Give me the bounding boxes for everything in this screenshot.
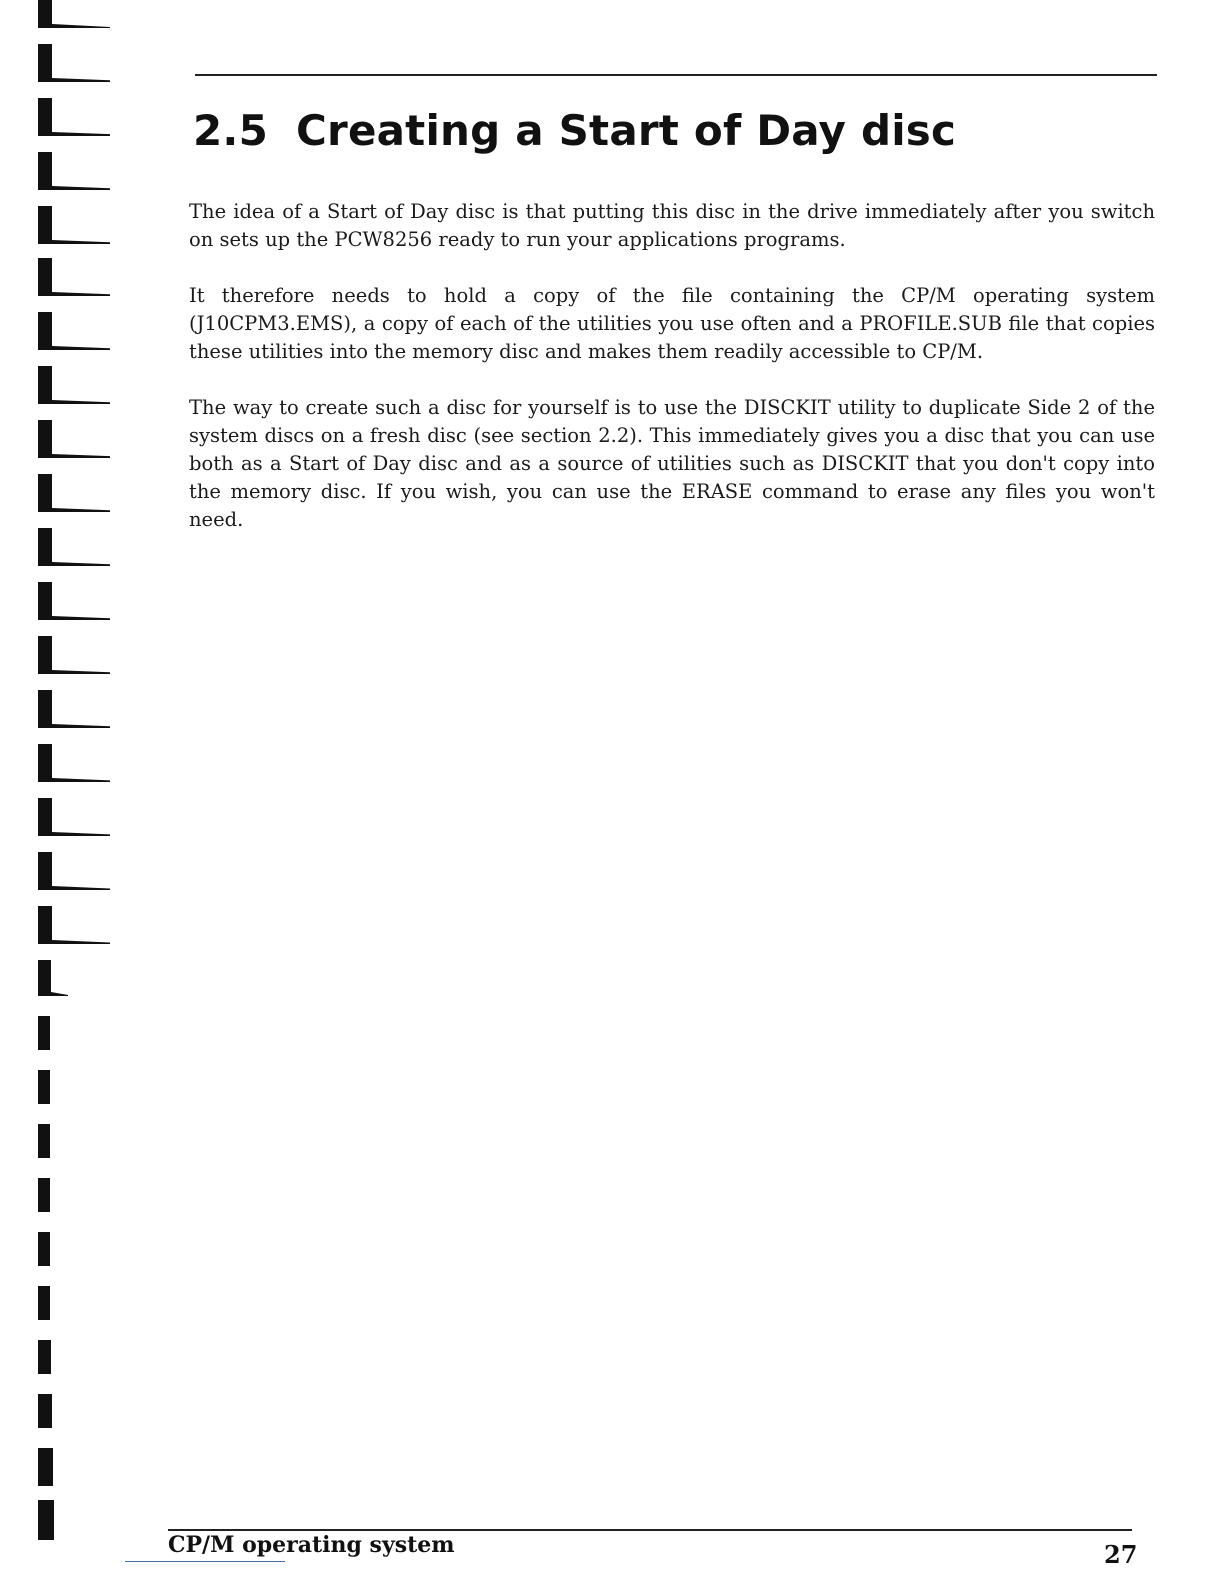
binding-mark bbox=[38, 1394, 52, 1428]
binding-mark bbox=[38, 366, 110, 404]
binding-mark bbox=[38, 744, 110, 782]
paragraph-3: The way to create such a disc for yourself is to use the DISCKIT utility to duplicate Side 2 of the system discs on a fresh disc (see section 2.2). This immediately gives you a disc that you can use both as a Start of Day disc and as a source of utilities such as DISCKIT that you don't copy into the memory disc. If you wish, you can use the ERASE command to erase any files you won't need. bbox=[189, 396, 1155, 531]
binding-mark bbox=[38, 1286, 50, 1320]
paragraph-2: It therefore needs to hold a copy of the file containing the CP/M operating system (J10CPM3.EMS), a copy of each of the utilities you use often and a PROFILE.SUB file that copies these utilities into the memory disc and makes them readily accessible to CP/M. bbox=[189, 284, 1155, 363]
binding-mark bbox=[38, 0, 110, 28]
binding-mark bbox=[38, 258, 110, 296]
binding-mark bbox=[38, 960, 68, 996]
binding-mark bbox=[38, 528, 110, 566]
section-number: 2.5 bbox=[193, 106, 269, 155]
binding-edge-marks bbox=[0, 0, 110, 1584]
binding-mark bbox=[38, 152, 110, 190]
binding-mark bbox=[38, 636, 110, 674]
binding-mark bbox=[38, 44, 110, 82]
section-title: Creating a Start of Day disc bbox=[296, 106, 957, 155]
binding-mark bbox=[38, 1124, 50, 1158]
binding-mark bbox=[38, 1178, 50, 1212]
binding-mark bbox=[38, 420, 110, 458]
binding-mark bbox=[38, 690, 110, 728]
binding-mark bbox=[38, 474, 110, 512]
binding-mark bbox=[38, 582, 110, 620]
page-number: 27 bbox=[1104, 1540, 1138, 1569]
binding-mark bbox=[38, 852, 110, 890]
binding-mark bbox=[38, 312, 110, 350]
binding-mark bbox=[38, 1232, 50, 1266]
footer-underline bbox=[125, 1561, 285, 1562]
binding-mark bbox=[38, 98, 110, 136]
binding-mark bbox=[38, 1448, 53, 1486]
binding-mark bbox=[38, 206, 110, 244]
binding-mark bbox=[38, 906, 110, 944]
footer-rule bbox=[168, 1529, 1132, 1531]
binding-mark bbox=[38, 1070, 50, 1104]
binding-mark bbox=[38, 1500, 54, 1540]
paragraph-1: The idea of a Start of Day disc is that putting this disc in the drive immediately after you switch on sets up the PCW8256 ready to run your applications programs. bbox=[189, 200, 1155, 251]
binding-mark bbox=[38, 1340, 51, 1374]
binding-mark bbox=[38, 1016, 50, 1050]
body-text bbox=[189, 198, 1155, 562]
section-heading bbox=[193, 106, 956, 155]
footer-title: CP/M operating system bbox=[168, 1532, 455, 1558]
binding-mark bbox=[38, 798, 110, 836]
top-rule bbox=[195, 74, 1157, 76]
